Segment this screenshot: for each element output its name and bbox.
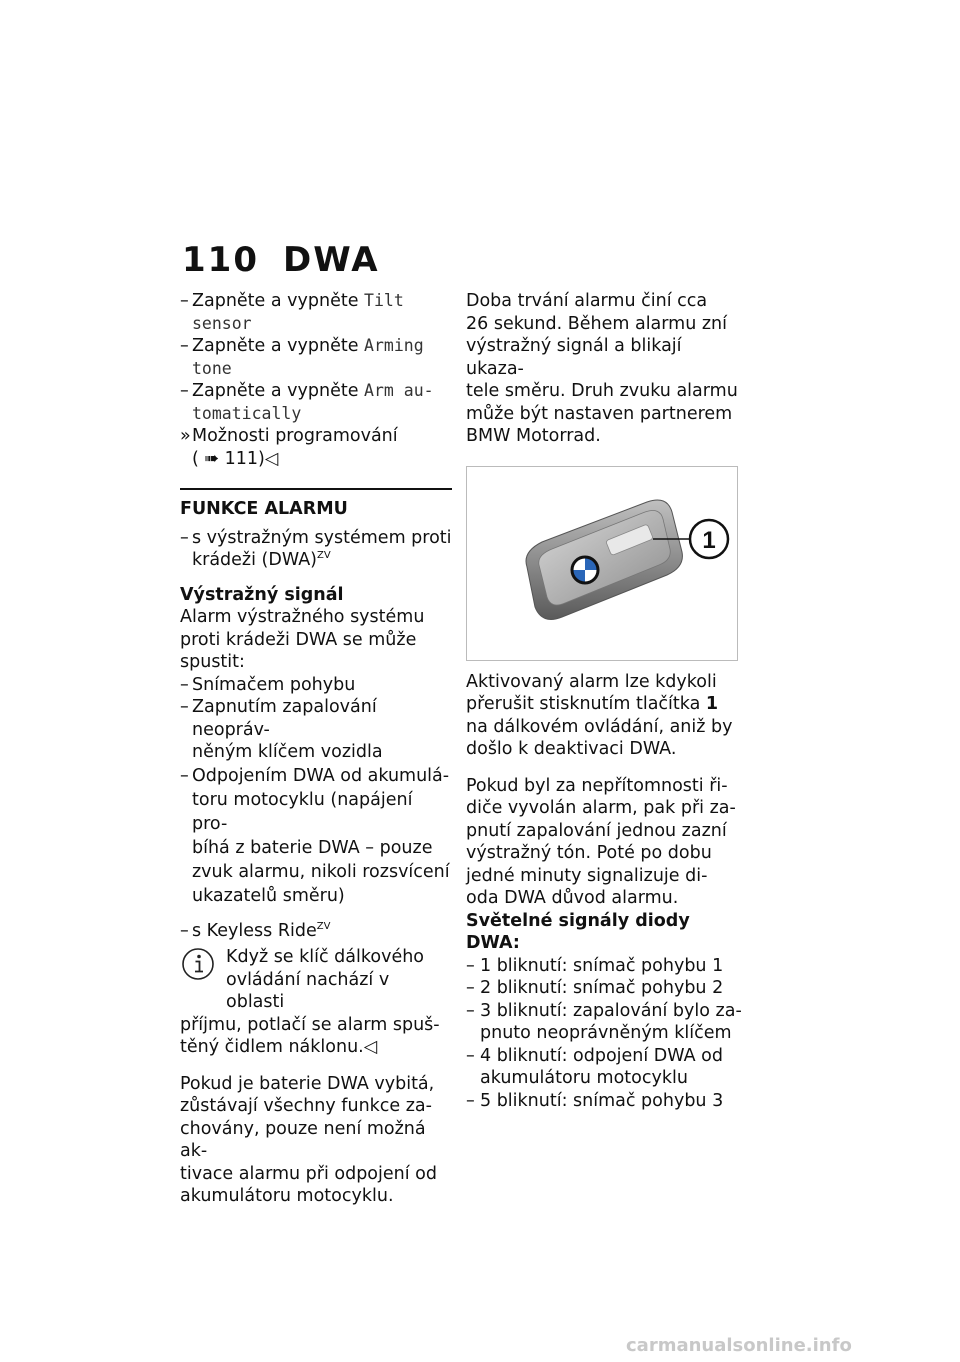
list-marker: – [466,1045,475,1066]
text-line: toru motocyklu (napájení pro- [192,789,413,834]
text-line: tele směru. Druh zvuku alarmu [466,381,738,401]
text-line: zvuk alarmu, nikoli rozsvícení [192,861,450,882]
text-line: Aktivovaný alarm lze kdykoli [466,671,717,692]
text-line: tivace alarmu při odpojení od [180,1163,437,1184]
list-item [466,1090,742,1113]
text-line: akumulátoru motocyklu. [180,1186,394,1206]
list-marker: – [466,1000,475,1021]
optional-equipment-mark: ZV [316,920,331,932]
list-item [180,380,452,425]
feature-text: krádeži (DWA) [192,550,317,570]
text-line: může být nastaven partnerem [466,403,733,424]
text-line: pnutí zapalování jednou zazní [466,820,727,841]
list-item [180,290,452,335]
list-item [466,977,742,1000]
section-title: FUNKCE ALARMU [180,488,452,521]
list-item-text: Zapněte a vypněte [192,291,365,311]
list-marker: – [180,920,189,941]
text-line: spustit: [180,652,245,672]
text-fragment: přerušit stisknutím tlačítka [466,694,706,714]
text-line: Odpojením DWA od akumulá- [192,765,450,786]
list-item [180,764,452,908]
text-line: Pokud byl za nepřítomnosti ři- [466,775,728,796]
feature-text: s Keyless Ride [192,920,317,941]
feature-text: s výstražným systémem proti [192,527,452,548]
list-marker: – [466,978,475,998]
list-item [466,955,742,978]
text-line: jedné minuty signalizuje di- [466,865,708,886]
text-line: něným klíčem vozidla [192,742,383,762]
text-line: oda DWA důvod alarmu. [466,888,679,908]
text-line: došlo k deaktivaci DWA. [466,739,677,759]
paragraph [466,290,742,448]
list-item [466,1000,742,1045]
text-line: Snímačem pohybu [192,674,356,695]
text-line: Když se klíč dálkového [226,947,425,967]
list-marker: – [180,291,189,311]
text-line: výstražný tón. Poté po dobu [466,843,712,863]
text-line: BMW Motorrad. [466,426,601,446]
right-column [466,290,742,1112]
text-line: Doba trvání alarmu činí cca [466,291,708,311]
menu-code: Tilt [364,291,404,310]
feature-item [180,920,452,943]
list-marker: – [180,336,189,356]
menu-code: tone [192,358,232,378]
text-line: 4 bliknutí: odpojení DWA od [480,1045,723,1066]
info-note [180,946,452,1059]
text-line: 26 sekund. Během alarmu zní [466,313,728,334]
text-line: výstražný signál a blikají ukaza- [466,336,682,379]
key-fob-illustration [467,467,737,660]
button-reference: 1 [705,694,719,714]
text-line: Alarm výstražného systému [180,607,425,627]
key-fob-figure [466,466,738,661]
paragraph [466,775,742,910]
list-marker: – [466,955,475,976]
list-item-text: Zapněte a vypněte [192,336,365,356]
page-title: DWA [283,240,380,280]
text-line: Pokud je baterie DWA vybitá, [180,1073,435,1094]
feature-item [180,527,452,572]
watermark: carmanualsonline.info [626,1335,852,1356]
cross-reference[interactable] [180,425,452,470]
list-item [180,335,452,380]
text-line: akumulátoru motocyklu [480,1068,688,1088]
list-marker: – [466,1090,475,1111]
text-line: 3 bliknutí: zapalování bylo za- [480,1000,742,1021]
reference-marker: » [180,426,191,446]
subsection-title: Světelné signály diody DWA: [466,910,690,953]
list-item-text: Zapněte a vypněte [192,381,365,401]
subsection-title: Výstražný signál [180,584,344,605]
text-line: bíhá z baterie DWA – pouze [192,837,433,858]
list-marker: – [180,674,189,695]
page-reference[interactable]: ( ➠ 111)◁ [192,448,279,469]
text-line [466,693,742,716]
list-item [180,674,452,697]
text-line: ukazatelů směru) [192,885,345,906]
info-icon [180,946,216,982]
list-marker: – [180,381,189,401]
list-item [466,1045,742,1090]
list-marker: – [180,765,189,786]
text-line: diče vyvolán alarm, pak při za- [466,798,736,818]
page-number: 110 [182,240,259,280]
text-line: pnuto neoprávněným klíčem [480,1023,732,1043]
optional-equipment-mark: ZV [317,550,331,562]
list-item [180,696,452,764]
text-line: 5 bliknutí: snímač pohybu 3 [480,1090,724,1111]
figure-callout: 1 [702,526,716,554]
text-line: zůstávají všechny funkce za- [180,1096,432,1116]
paragraph [466,671,742,761]
paragraph [180,606,452,674]
menu-code: Arming [364,336,424,355]
text-line: 1 bliknutí: snímač pohybu 1 [480,955,724,976]
text-line: Zapnutím zapalování neopráv- [192,697,377,740]
text-line: ovládání nachází v oblasti [226,969,390,1012]
menu-code: sensor [192,313,252,333]
text-line: příjmu, potlačí se alarm spuš- [180,1014,440,1035]
text-line: na dálkovém ovládání, aniž by [466,716,733,737]
list-marker: – [180,697,189,717]
text-line: 2 bliknutí: snímač pohybu 2 [480,978,724,998]
menu-code: tomatically [192,403,302,423]
list-marker: – [180,527,189,548]
text-line: proti krádeži DWA se může [180,629,417,650]
text-line: chovány, pouze není možná ak- [180,1118,426,1161]
reference-text: Možnosti programování [192,426,398,446]
text-line: těný čidlem náklonu.◁ [180,1037,378,1057]
left-column [180,290,452,1208]
menu-code: Arm au- [364,381,434,400]
paragraph [180,1073,452,1208]
